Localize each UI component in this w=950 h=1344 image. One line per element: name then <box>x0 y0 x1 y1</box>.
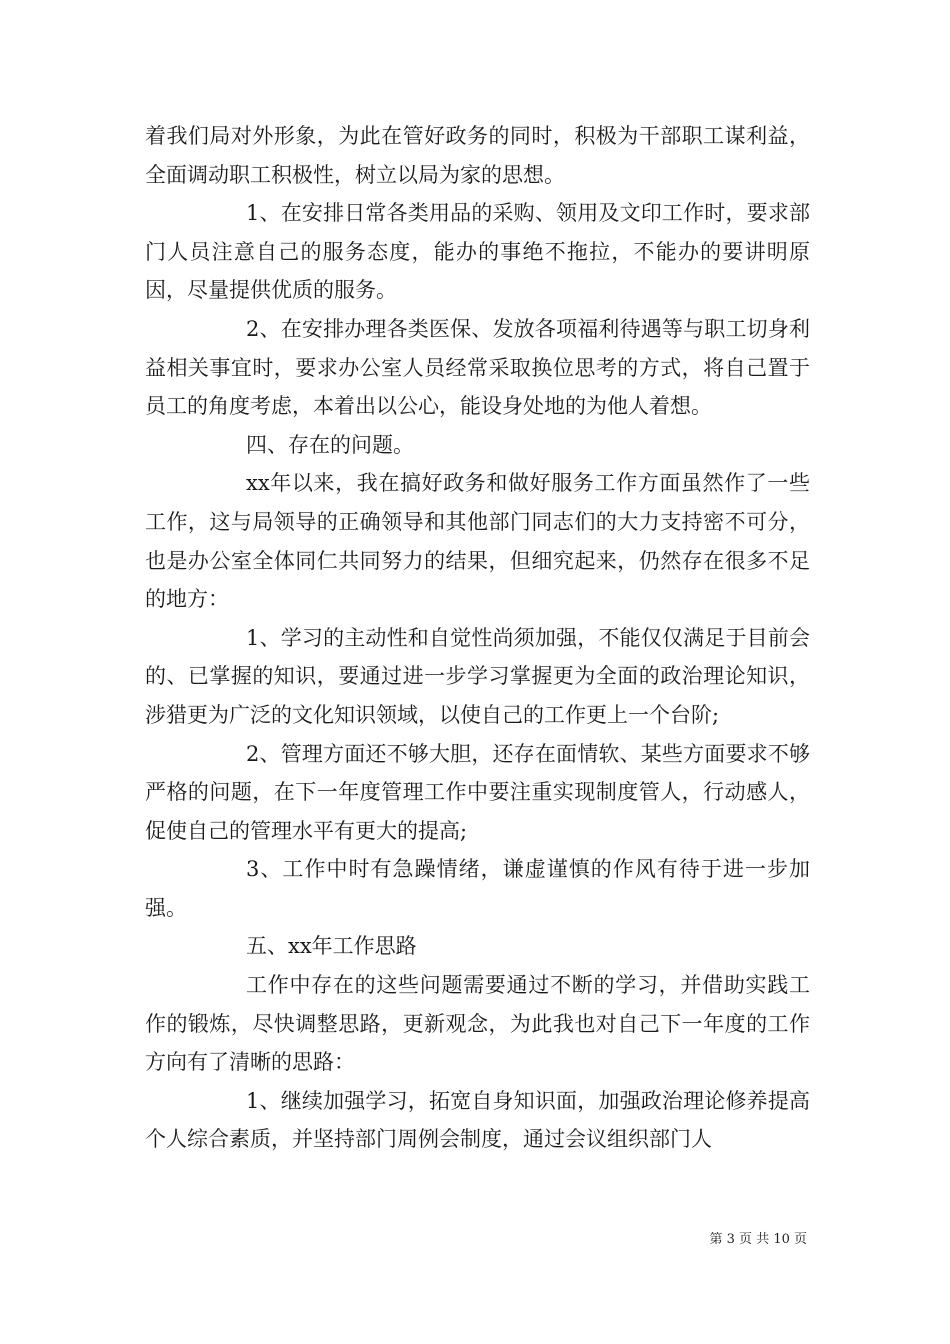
paragraph-work-plan-intro: 工作中存在的这些问题需要通过不断的学习，并借助实践工作的锻炼，尽快调整思路，更新观念，为此我也对自己下一年度的工作方向有了清晰的思路： <box>145 973 810 1075</box>
section-heading-problems: 四、存在的问题。 <box>246 432 414 457</box>
paragraph-problem-1-study: 1、学习的主动性和自觉性尚须加强，不能仅仅满足于目前会的、已掌握的知识，要通过进一步学习掌握更为全面的政治理论知识，涉猎更为广泛的文化知识领域，以使自己的工作更上一个台阶; <box>145 625 810 727</box>
document-body <box>145 117 810 1159</box>
paragraph-item-2-welfare: 2、在安排办理各类医保、发放各项福利待遇等与职工切身利益相关事宜时，要求办公室人员经常采取换位思考的方式，将自己置于员工的角度考虑，本着出以公心，能设身处地的为他人着想。 <box>145 316 810 419</box>
section-heading-work-plan: 五、xx年工作思路 <box>246 934 417 959</box>
paragraph-problems-intro: xx年以来，我在搞好政务和做好服务工作方面虽然作了一些工作，这与局领导的正确领导和其他部门同志们的大力支持密不可分，也是办公室全体同仁共同努力的结果，但细究起来，仍然存在很多不足的地方： <box>145 471 810 612</box>
paragraph-problem-2-management: 2、管理方面还不够大胆，还存在面情软、某些方面要求不够严格的问题，在下一年度管理工作中要注重实现制度管人，行动感人，促使自己的管理水平有更大的提高; <box>145 741 810 843</box>
page-number-footer: 第 3 页 共 10 页 <box>709 1232 807 1247</box>
paragraph-problem-3-temper: 3、工作中时有急躁情绪，谦虚谨慎的作风有待于进一步加强。 <box>145 857 810 920</box>
paragraph-continuation: 着我们局对外形象，为此在管好政务的同时，积极为干部职工谋利益，全面调动职工积极性，树立以局为家的思想。 <box>145 124 810 187</box>
paragraph-item-1-supplies: 1、在安排日常各类用品的采购、领用及文印工作时，要求部门人员注意自己的服务态度，能办的事绝不拖拉，不能办的要讲明原因，尽量提供优质的服务。 <box>145 201 810 303</box>
paragraph-plan-1-study: 1、继续加强学习，拓宽自身知识面，加强政治理论修养提高个人综合素质，并坚持部门周例会制度，通过会议组织部门人 <box>145 1088 810 1152</box>
